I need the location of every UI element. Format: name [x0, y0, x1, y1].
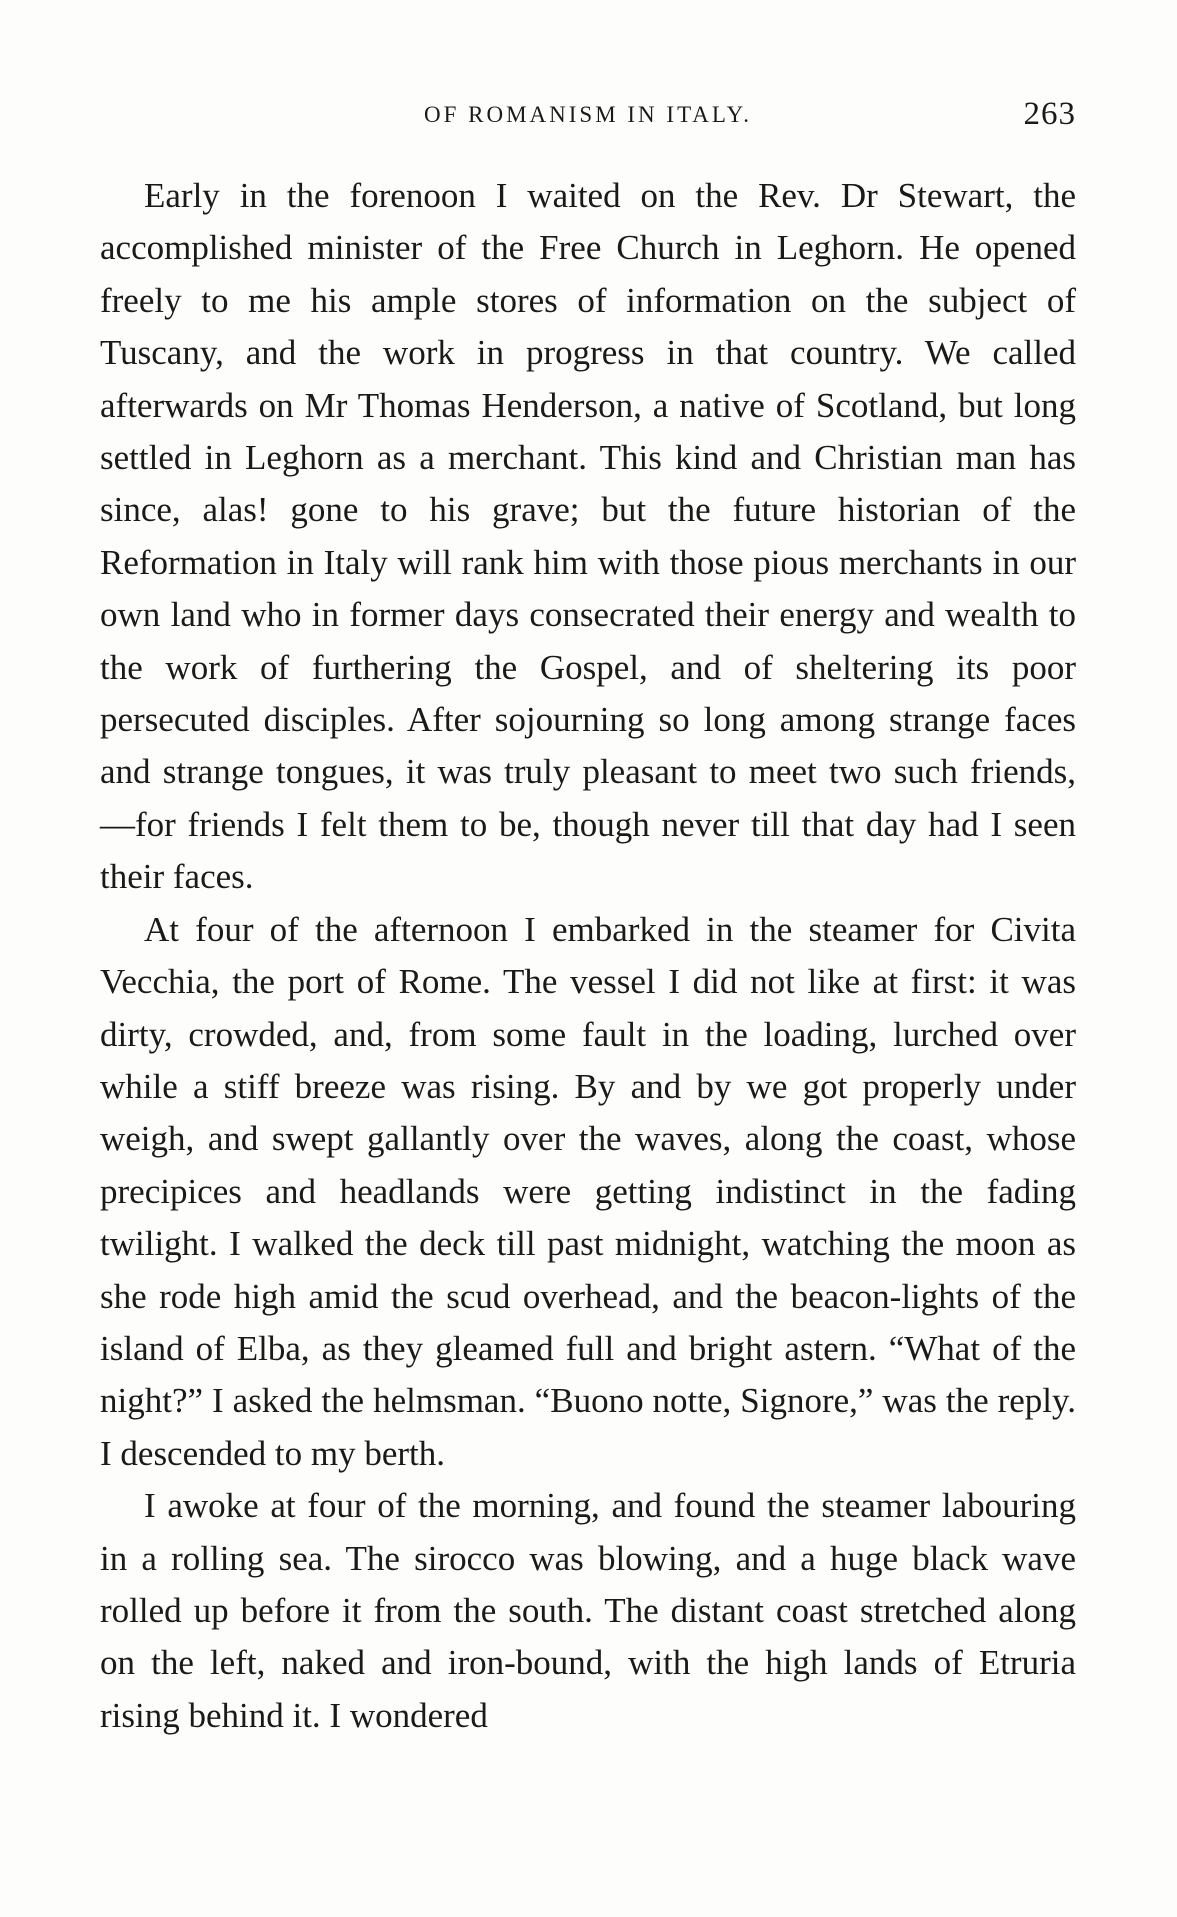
paragraph: At four of the afternoon I embarked in the steamer for Civita Vecchia, the port of Rome. The vessel I did not like at first: it was dirty, crowded, and, from some fault in the loading, lurched over while a stiff breeze was rising. By and by we got properly under weigh, and swept gallantly over the waves, along the coast, whose precipices and headlands were getting indistinct in the fading twilight. I walked the deck till past midnight, watching the moon as she rode high amid the scud overhead, and the beacon-lights of the island of Elba, as they gleamed full and bright astern. “What of the night?” I asked the helmsman. “Buono notte, Signore,” was the reply. I descended to my berth.	[100, 909, 1076, 1473]
running-title: OF ROMANISM IN ITALY.	[423, 102, 753, 127]
paragraph: I awoke at four of the morning, and found the steamer labouring in a rolling sea. The sirocco was blowing, and a huge black wave rolled up before it from the south. The distant coast stretched along on the left, naked and iron-bound, with the high lands of Etruria rising behind it. I wondered	[100, 1486, 1076, 1735]
body-text	[100, 170, 1076, 1742]
page-number: 263	[1023, 96, 1076, 132]
running-head	[100, 96, 1076, 136]
paragraph: Early in the forenoon I waited on the Rev. Dr Stewart, the accomplished minister of the Free Church in Leghorn. He opened freely to me his ample stores of information on the subject of Tuscany, and the work in progress in that country. We called afterwards on Mr Thomas Henderson, a native of Scotland, but long settled in Leghorn as a merchant. This kind and Christian man has since, alas! gone to his grave; but the future historian of the Reformation in Italy will rank him with those pious merchants in our own land who in former days consecrated their energy and wealth to the work of furthering the Gospel, and of sheltering its poor persecuted disciples. After sojourning so long among strange faces and strange tongues, it was truly pleasant to meet two such friends, —for friends I felt them to be, though never till that day had I seen their faces.	[100, 176, 1076, 897]
